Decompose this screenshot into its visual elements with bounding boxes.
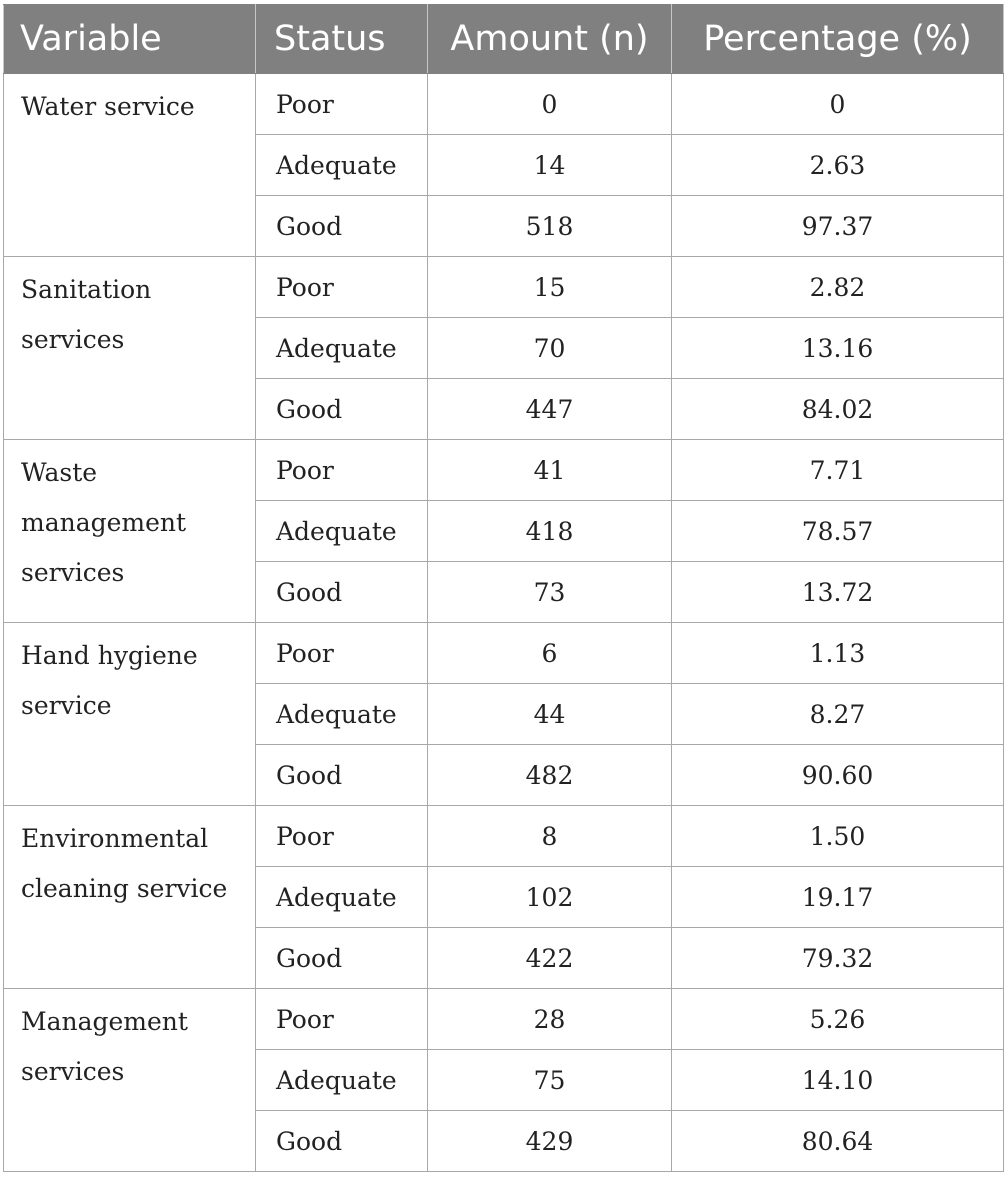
table-row <box>4 440 1004 501</box>
status-cell: Poor <box>256 989 428 1050</box>
variable-cell <box>4 440 256 623</box>
percentage-cell: 7.71 <box>672 440 1004 501</box>
table-row <box>4 257 1004 318</box>
percentage-cell: 13.72 <box>672 562 1004 623</box>
table-header <box>4 5 1004 74</box>
variable-label: Sanitation services <box>21 275 152 354</box>
status-cell: Poor <box>256 806 428 867</box>
status-cell: Good <box>256 1111 428 1172</box>
amount-cell: 41 <box>428 440 672 501</box>
status-cell: Good <box>256 379 428 440</box>
variable-label: Environmental cleaning service <box>21 824 228 903</box>
percentage-cell: 1.50 <box>672 806 1004 867</box>
amount-cell: 482 <box>428 745 672 806</box>
percentage-cell: 0 <box>672 74 1004 135</box>
header-status: Status <box>256 5 428 74</box>
variable-label: Management services <box>21 1007 188 1086</box>
percentage-cell: 2.63 <box>672 135 1004 196</box>
percentage-cell: 1.13 <box>672 623 1004 684</box>
table-row <box>4 989 1004 1050</box>
percentage-cell: 14.10 <box>672 1050 1004 1111</box>
variable-cell <box>4 257 256 440</box>
percentage-cell: 80.64 <box>672 1111 1004 1172</box>
header-amount: Amount (n) <box>428 5 672 74</box>
amount-cell: 102 <box>428 867 672 928</box>
percentage-cell: 8.27 <box>672 684 1004 745</box>
status-cell: Poor <box>256 74 428 135</box>
percentage-cell: 97.37 <box>672 196 1004 257</box>
amount-cell: 418 <box>428 501 672 562</box>
amount-cell: 0 <box>428 74 672 135</box>
variable-cell <box>4 74 256 257</box>
table-row <box>4 806 1004 867</box>
status-cell: Adequate <box>256 684 428 745</box>
percentage-cell: 78.57 <box>672 501 1004 562</box>
amount-cell: 6 <box>428 623 672 684</box>
variable-label: Hand hygiene service <box>21 641 198 720</box>
percentage-cell: 90.60 <box>672 745 1004 806</box>
amount-cell: 8 <box>428 806 672 867</box>
amount-cell: 14 <box>428 135 672 196</box>
amount-cell: 75 <box>428 1050 672 1111</box>
variable-label: Waste management services <box>21 458 187 587</box>
amount-cell: 28 <box>428 989 672 1050</box>
percentage-cell: 2.82 <box>672 257 1004 318</box>
amount-cell: 15 <box>428 257 672 318</box>
amount-cell: 447 <box>428 379 672 440</box>
status-cell: Good <box>256 745 428 806</box>
status-cell: Adequate <box>256 318 428 379</box>
status-cell: Poor <box>256 440 428 501</box>
table-row <box>4 74 1004 135</box>
amount-cell: 44 <box>428 684 672 745</box>
amount-cell: 518 <box>428 196 672 257</box>
header-variable: Variable <box>4 5 256 74</box>
amount-cell: 429 <box>428 1111 672 1172</box>
variable-cell <box>4 989 256 1172</box>
table-body <box>4 74 1004 1172</box>
status-cell: Adequate <box>256 135 428 196</box>
status-cell: Adequate <box>256 501 428 562</box>
service-status-table <box>3 4 1004 1172</box>
variable-cell <box>4 806 256 989</box>
amount-cell: 73 <box>428 562 672 623</box>
header-row <box>4 5 1004 74</box>
percentage-cell: 19.17 <box>672 867 1004 928</box>
percentage-cell: 5.26 <box>672 989 1004 1050</box>
table-row <box>4 623 1004 684</box>
status-cell: Adequate <box>256 867 428 928</box>
status-cell: Poor <box>256 257 428 318</box>
percentage-cell: 84.02 <box>672 379 1004 440</box>
status-cell: Adequate <box>256 1050 428 1111</box>
percentage-cell: 79.32 <box>672 928 1004 989</box>
percentage-cell: 13.16 <box>672 318 1004 379</box>
status-cell: Good <box>256 928 428 989</box>
header-percentage: Percentage (%) <box>672 5 1004 74</box>
status-cell: Good <box>256 196 428 257</box>
status-cell: Poor <box>256 623 428 684</box>
variable-label: Water service <box>21 92 195 121</box>
variable-cell <box>4 623 256 806</box>
status-cell: Good <box>256 562 428 623</box>
amount-cell: 70 <box>428 318 672 379</box>
amount-cell: 422 <box>428 928 672 989</box>
